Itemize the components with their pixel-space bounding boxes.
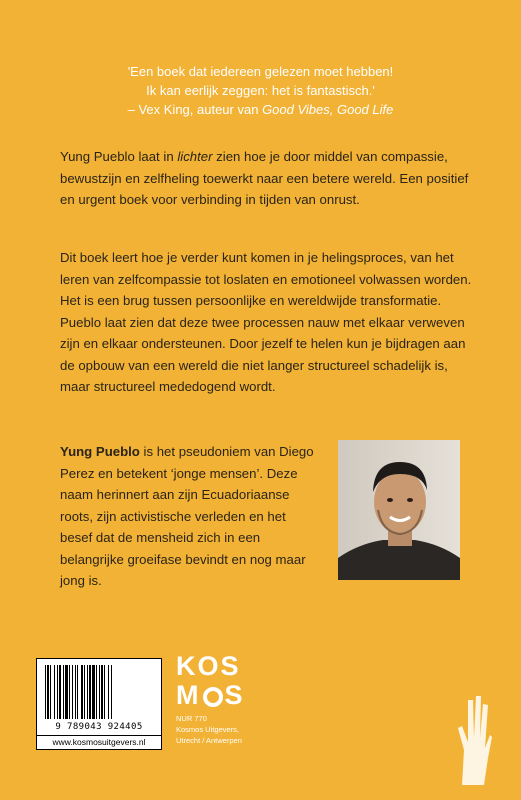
barcode [36, 658, 162, 750]
publisher-info [176, 713, 316, 746]
quote-line-2: Ik kan eerlijk zeggen: het is fantastisch.' [146, 83, 375, 98]
author-photo [338, 440, 460, 580]
description-paragraph: Dit boek leert hoe je verder kunt komen in je helingsproces, van het leren van zelfcompassie tot loslaten en emotioneel volwassen worden. Het is een brug tussen persoonlijke en wereldwijde transformatie. Pueblo laat zien dat deze twee processen nauw met elkaar verweven zijn en elkaar ondersteunen. Door jezelf te helen kun je bijdragen aan de opbouw van een wereld die niet langer structureel schadelijk is, maar structureel mededogend wordt. [60, 250, 472, 394]
publisher-logo: KOS M S [176, 651, 245, 710]
publisher-name: Kosmos Uitgevers, [176, 725, 239, 734]
book-title-italic: lichter [177, 149, 213, 164]
isbn-number: 9 789043 924405 [55, 722, 143, 732]
barcode-icon [45, 665, 153, 719]
intro-paragraph: Yung Pueblo laat in lichter zien hoe je door middel van compassie, bewustzijn en zelfheling toewerkt naar een betere wereld. Een positief en urgent boek voor verbinding in tijden van onrust. [60, 149, 469, 207]
quote-line-1: 'Een boek dat iedereen gelezen moet hebben! [127, 64, 394, 79]
quote-attribution: – Vex King, auteur van Good Vibes, Good Life [127, 102, 394, 117]
endorsement-quote [0, 62, 521, 119]
publisher-city: Utrecht / Antwerpen [176, 736, 242, 745]
nur-code: NUR 770 [176, 714, 207, 723]
publisher-url: www.kosmosuitgevers.nl [37, 735, 161, 747]
fsc-hand-icon [452, 690, 492, 785]
quote-book-title: Good Vibes, Good Life [262, 102, 394, 117]
author-name: Yung Pueblo [60, 444, 140, 459]
author-bio: Yung Pueblo is het pseudoniem van Diego Perez en betekent ‘jonge mensen’. Deze naam herinnert aan zijn Ecuadoriaanse roots, zijn activistische verleden en het besef dat de mensheid zich in een belangrijke groeifase bevindt en nog maar jong is. [60, 444, 314, 588]
